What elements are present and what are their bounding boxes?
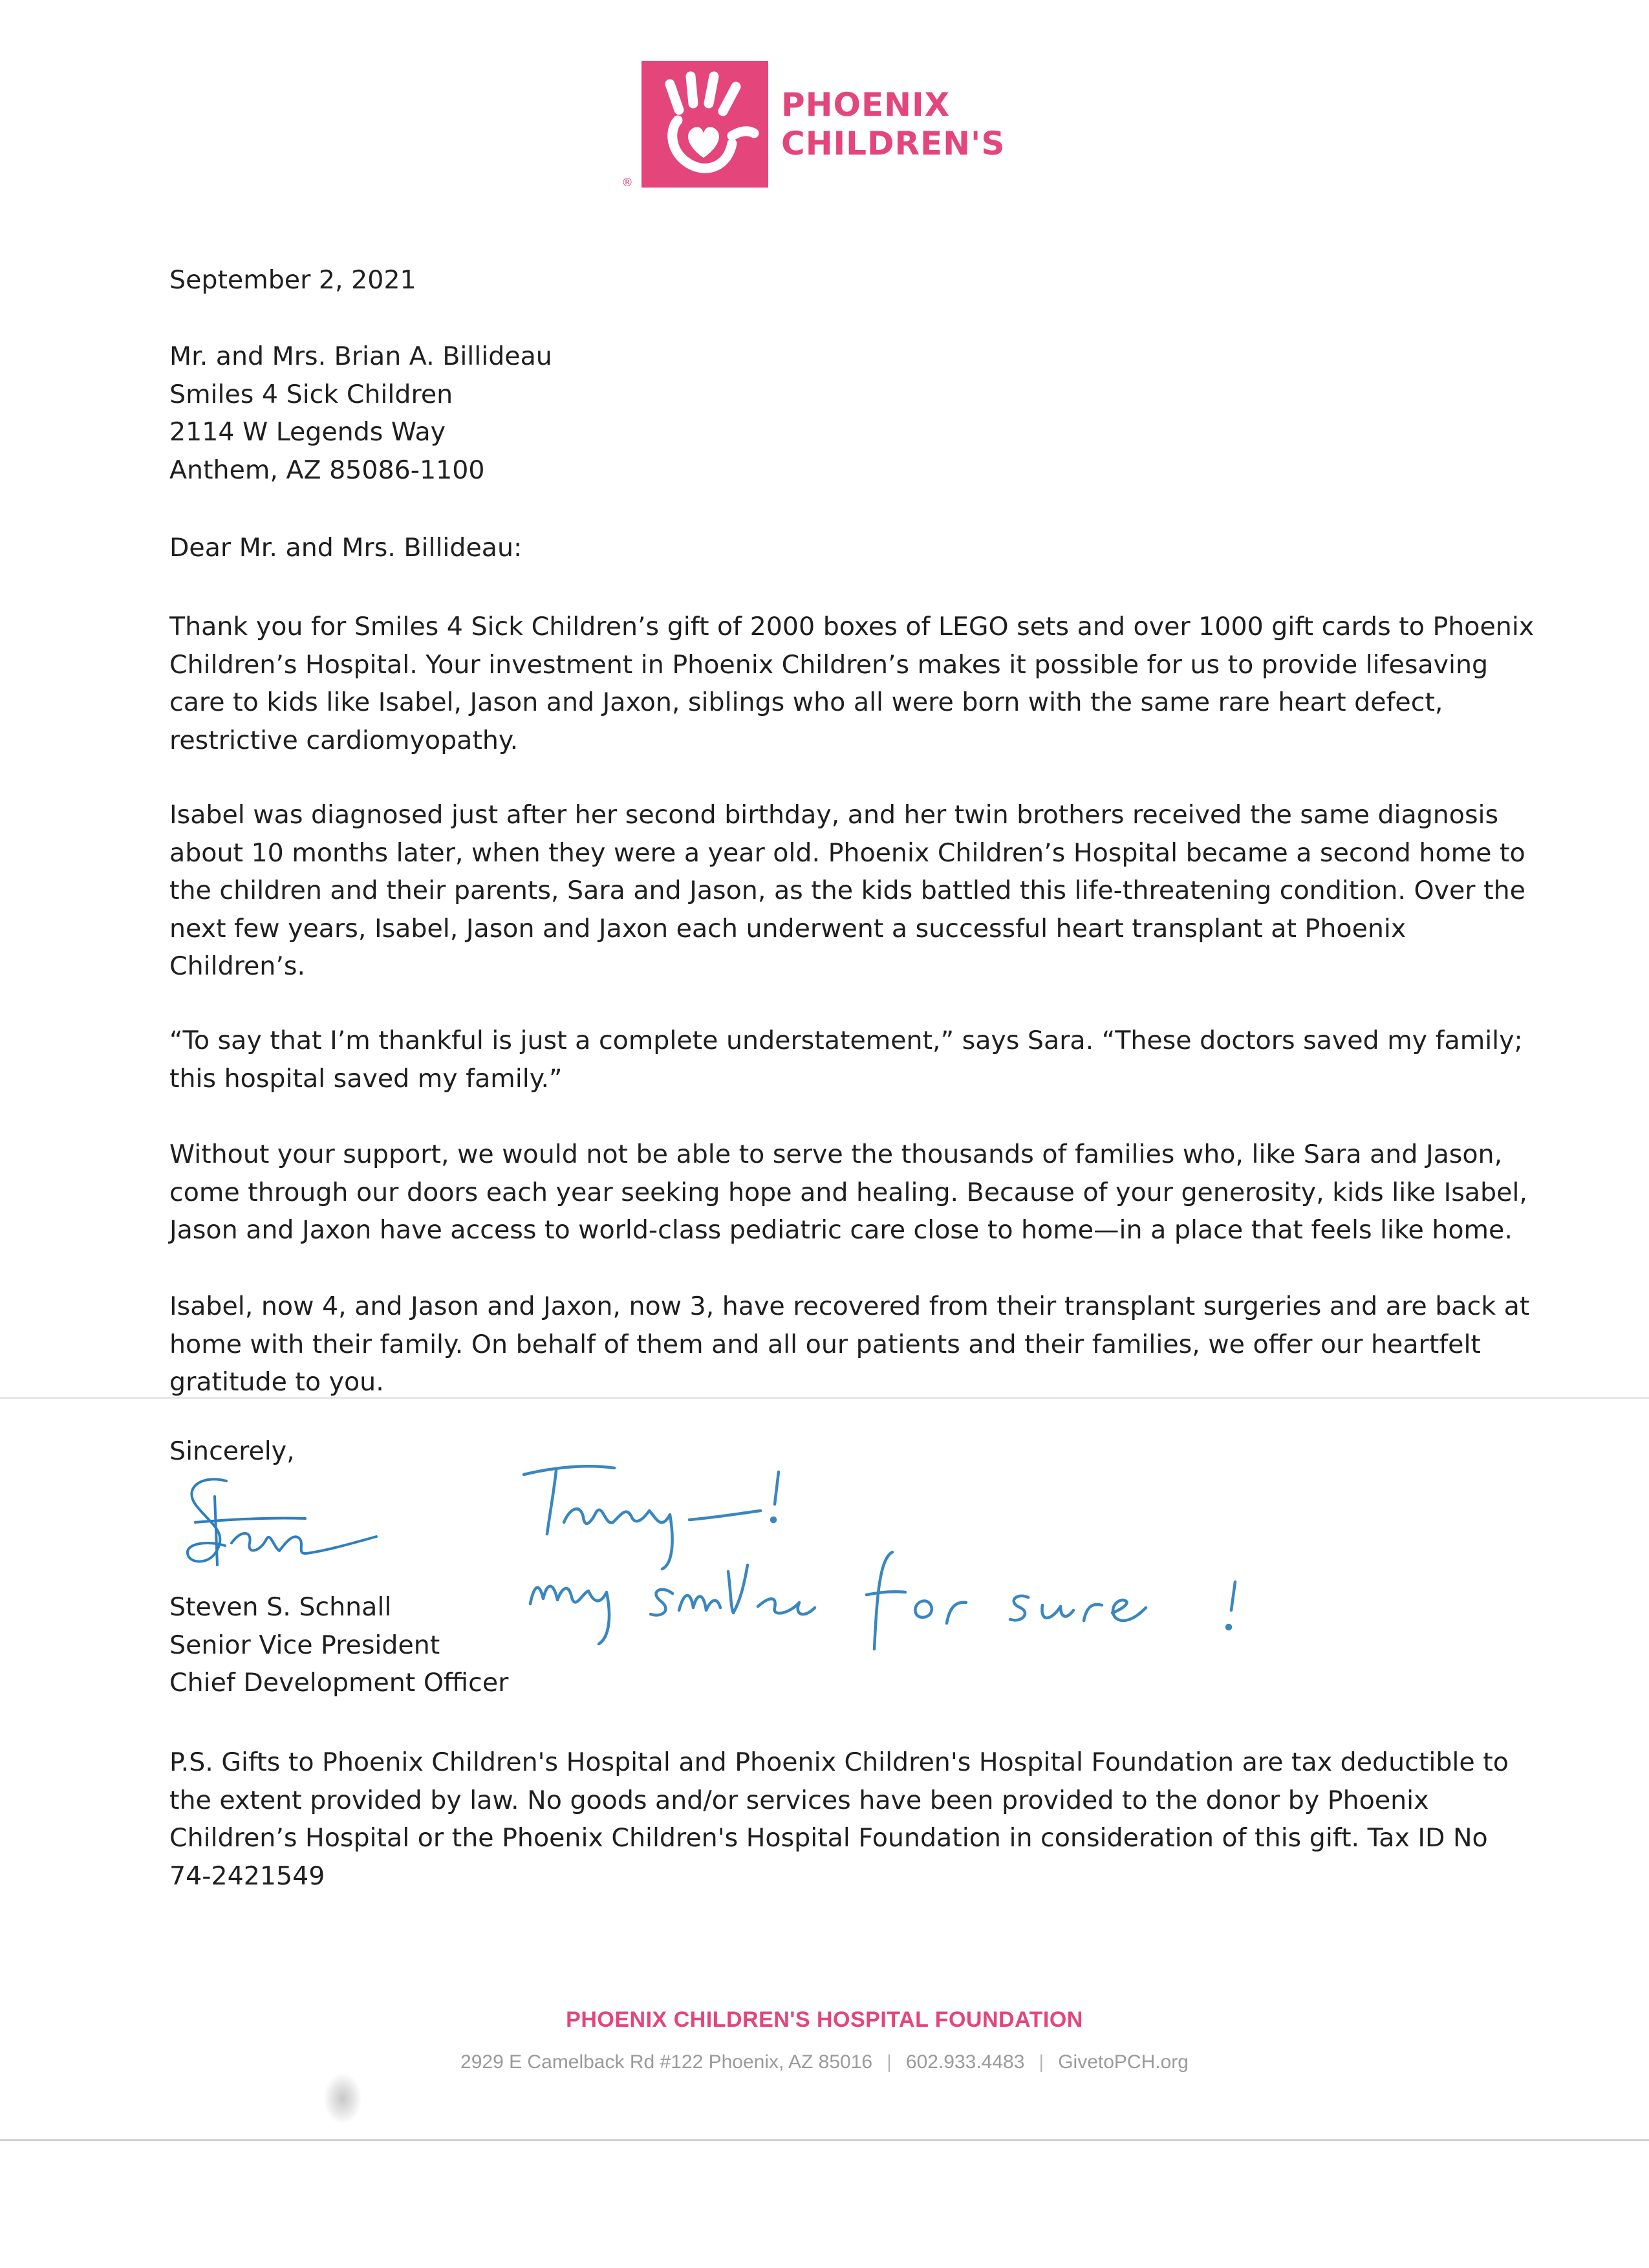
foundation-address: 2929 E Camelback Rd #122 Phoenix, AZ 85016 [460, 2051, 873, 2073]
address-line: 2114 W Legends Way [169, 417, 446, 447]
signer-name: Steven S. Schnall [169, 1592, 392, 1622]
signature-image [169, 1468, 389, 1597]
logo-wordmark [781, 85, 1005, 163]
logo-line-2: CHILDREN'S [781, 125, 1006, 162]
signer-title: Senior Vice President [169, 1630, 440, 1660]
signer-title: Chief Development Officer [169, 1668, 509, 1698]
separator: | [887, 2051, 892, 2073]
salutation: Dear Mr. and Mrs. Billideau: [169, 533, 523, 563]
postscript: P.S. Gifts to Phoenix Children's Hospital and Phoenix Children's Hospital Foundation are tax deductible to the extent provided by law. No goods and/or services have been provided to the donor by Phoenix Children’s Hospital or the Phoenix Children's Hospital Foundation in consideration of this gift. Tax ID No 74-2421549 [169, 1747, 1509, 1891]
body-paragraph: Thank you for Smiles 4 Sick Children’s gift of 2000 boxes of LEGO sets and over 1000 gift cards to Phoenix Children’s Hospital. Your investment in Phoenix Children’s makes it possible for us to provide lifesaving care to kids like Isabel, Jason and Jaxon, siblings who all were born with the same rare heart defect, restrictive cardiomyopathy. [169, 612, 1535, 755]
foundation-website: GivetoPCH.org [1058, 2051, 1189, 2073]
separator: | [1039, 2051, 1044, 2073]
registered-mark: ® [621, 176, 633, 189]
body-paragraph: “To say that I’m thankful is just a complete understatement,” says Sara. “These doctors saved my family; this hospital saved my family.” [169, 1026, 1523, 1094]
address-line: Smiles 4 Sick Children [169, 379, 453, 409]
paper-fold [0, 1397, 1649, 1399]
paper-edge [0, 2139, 1649, 2141]
address-line: Mr. and Mrs. Brian A. Billideau [169, 341, 552, 371]
body-paragraph: Isabel was diagnosed just after her second birthday, and her twin brothers received the same diagnosis about 10 months later, when they were a year old. Phoenix Children’s Hospital became a second home to the children and their parents, Sara and Jason, as the kids battled this life-threatening condition. Over the next few years, Isabel, Jason and Jaxon each underwent a successful heart transplant at Phoenix Children’s. [169, 800, 1525, 981]
address-line: Anthem, AZ 85086-1100 [169, 455, 485, 485]
body-paragraph: Without your support, we would not be able to serve the thousands of families who, like Sara and Jason, come through our doors each year seeking hope and healing. Because of your generosity, kids like Isabel, Jason and Jaxon have access to world-class pediatric care close to home—in a place that feels like home. [169, 1139, 1527, 1245]
foundation-name: PHOENIX CHILDREN'S HOSPITAL FOUNDATION [566, 2007, 1083, 2032]
phoenix-childrens-logo [641, 61, 768, 188]
foundation-contact [0, 2051, 1649, 2073]
hand-heart-icon [641, 61, 768, 188]
handwritten-note [517, 1455, 1280, 1669]
closing: Sincerely, [169, 1436, 295, 1466]
body-paragraph: Isabel, now 4, and Jason and Jaxon, now 3, have recovered from their transplant surgeries and are back at home with their family. On behalf of them and all our patients and their families, we offer our heartfelt gratitude to you. [169, 1291, 1530, 1397]
recipient-address [169, 338, 1514, 489]
logo-line-1: PHOENIX [781, 86, 951, 124]
foundation-phone: 602.933.4483 [905, 2051, 1025, 2073]
scan-smudge [323, 2073, 362, 2124]
letter-date: September 2, 2021 [169, 265, 416, 295]
